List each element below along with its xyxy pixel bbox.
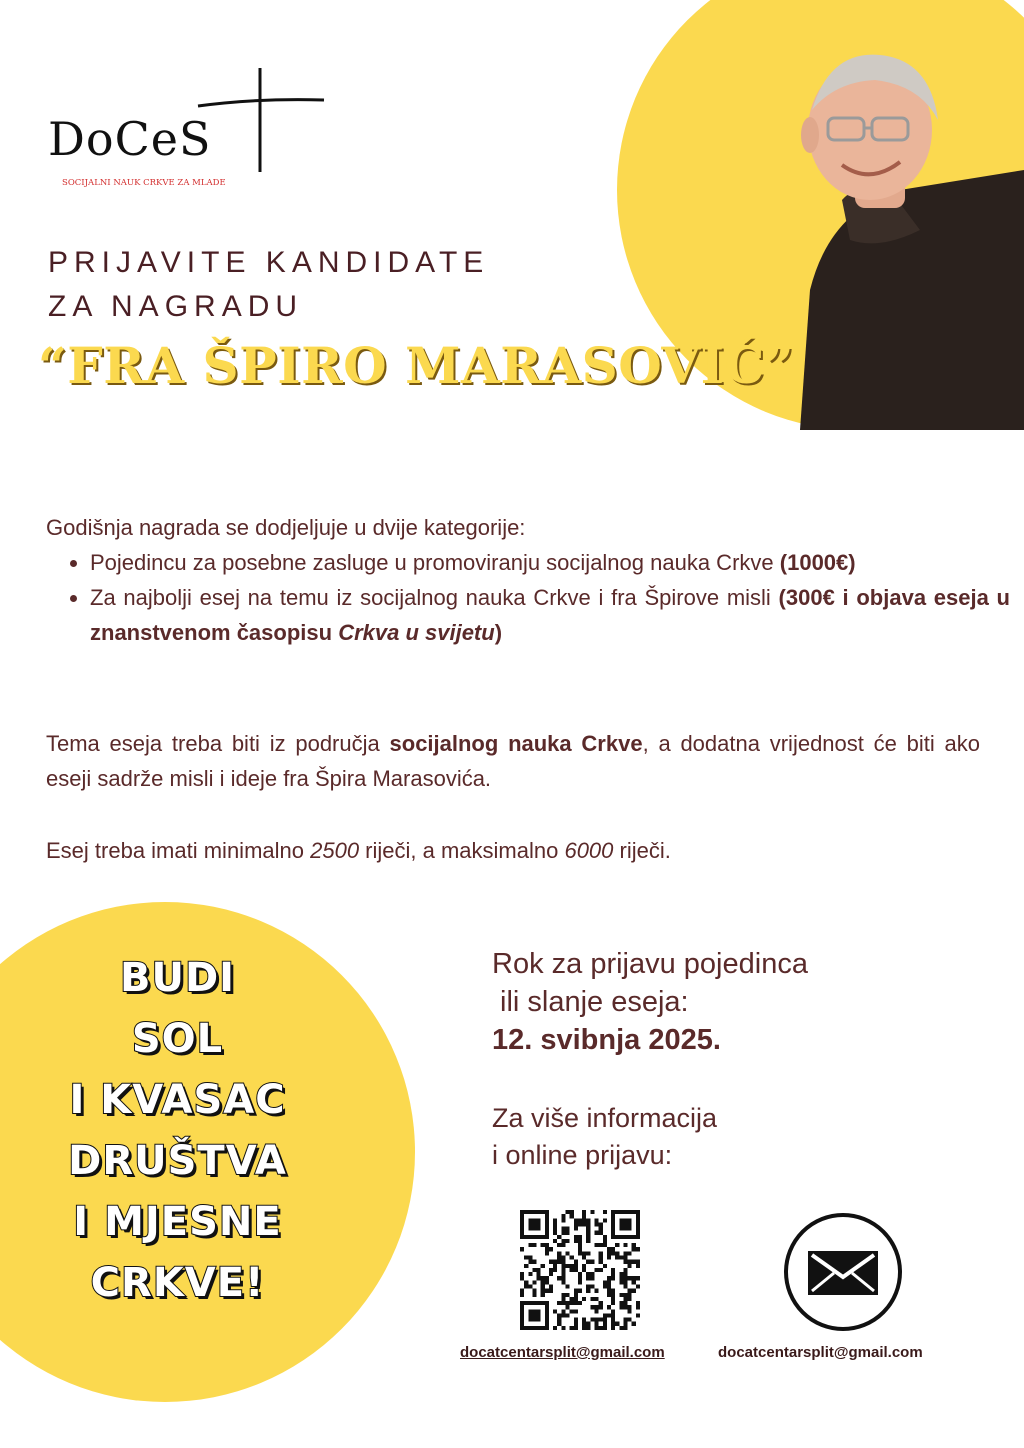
logo-wordmark: DoCeS — [48, 112, 212, 166]
list-item — [90, 545, 1010, 580]
intro-text: Godišnja nagrada se dodjeljuje u dvije kategorije: — [46, 515, 526, 540]
email-address: docatcentarsplit@gmail.com — [718, 1344, 923, 1361]
email-link[interactable]: docatcentarsplit@gmail.com — [460, 1344, 665, 1361]
category-2-prize: (300€ i objava eseja u znanstvenom časopisu Crkva u svijetu) — [90, 585, 1010, 645]
slogan-line: CRKVE! — [90, 1260, 265, 1306]
slogan-line: I MJESNE — [73, 1199, 282, 1245]
list-item — [90, 580, 1010, 650]
slogan-line: I KVASAC — [69, 1077, 286, 1123]
category-1-prize: (1000€) — [779, 550, 856, 575]
info-block — [492, 1100, 717, 1174]
heading-line-1: PRIJAVITE KANDIDATE — [48, 246, 490, 279]
category-list — [60, 545, 1010, 650]
slogan-line: SOL — [131, 1016, 224, 1062]
min-words: 2500 — [310, 838, 360, 863]
slogan — [0, 948, 355, 1314]
length-text: Esej treba imati minimalno 2500 riječi, a maksimalno 6000 riječi. — [46, 838, 671, 863]
category-2-text: Za najbolji esej na temu iz socijalnog nauka Crkve i fra Špirove misli — [90, 585, 771, 610]
slogan-line: BUDI — [119, 955, 236, 1001]
envelope-icon — [788, 1217, 898, 1327]
journal-name: Crkva u svijetu — [338, 620, 495, 645]
heading-line-2: ZA NAGRADU — [48, 290, 304, 323]
deadline-line-2: ili slanje eseja: — [500, 986, 689, 1018]
portrait-photo — [770, 40, 1024, 430]
deadline-block — [492, 945, 808, 1059]
doces-logo — [48, 68, 338, 198]
email-button[interactable] — [784, 1213, 902, 1331]
theme-text: Tema eseja treba biti iz područja socijalnog nauka Crkve, a dodatna vrijednost će biti ako eseji sadrže misli i ideje fra Špira Marasovića. — [46, 731, 980, 791]
info-line-2: i online prijavu: — [492, 1140, 673, 1170]
award-name: “FRA ŠPIRO MARASOVIĆ” — [38, 336, 795, 395]
category-1-text: Pojedincu za posebne zasluge u promoviranju socijalnog nauka Crkve — [90, 550, 774, 575]
slogan-line: DRUŠTVA — [68, 1138, 287, 1184]
info-line-1: Za više informacija — [492, 1103, 718, 1133]
theme-bold: socijalnog nauka Crkve — [389, 731, 643, 756]
deadline-date: 12. svibnja 2025. — [492, 1024, 721, 1056]
max-words: 6000 — [564, 838, 614, 863]
qr-code-icon[interactable] — [520, 1210, 640, 1330]
deadline-line-1: Rok za prijavu pojedinca — [492, 948, 808, 980]
logo-tagline: SOCIJALNI NAUK CRKVE ZA MLADE — [62, 178, 226, 188]
